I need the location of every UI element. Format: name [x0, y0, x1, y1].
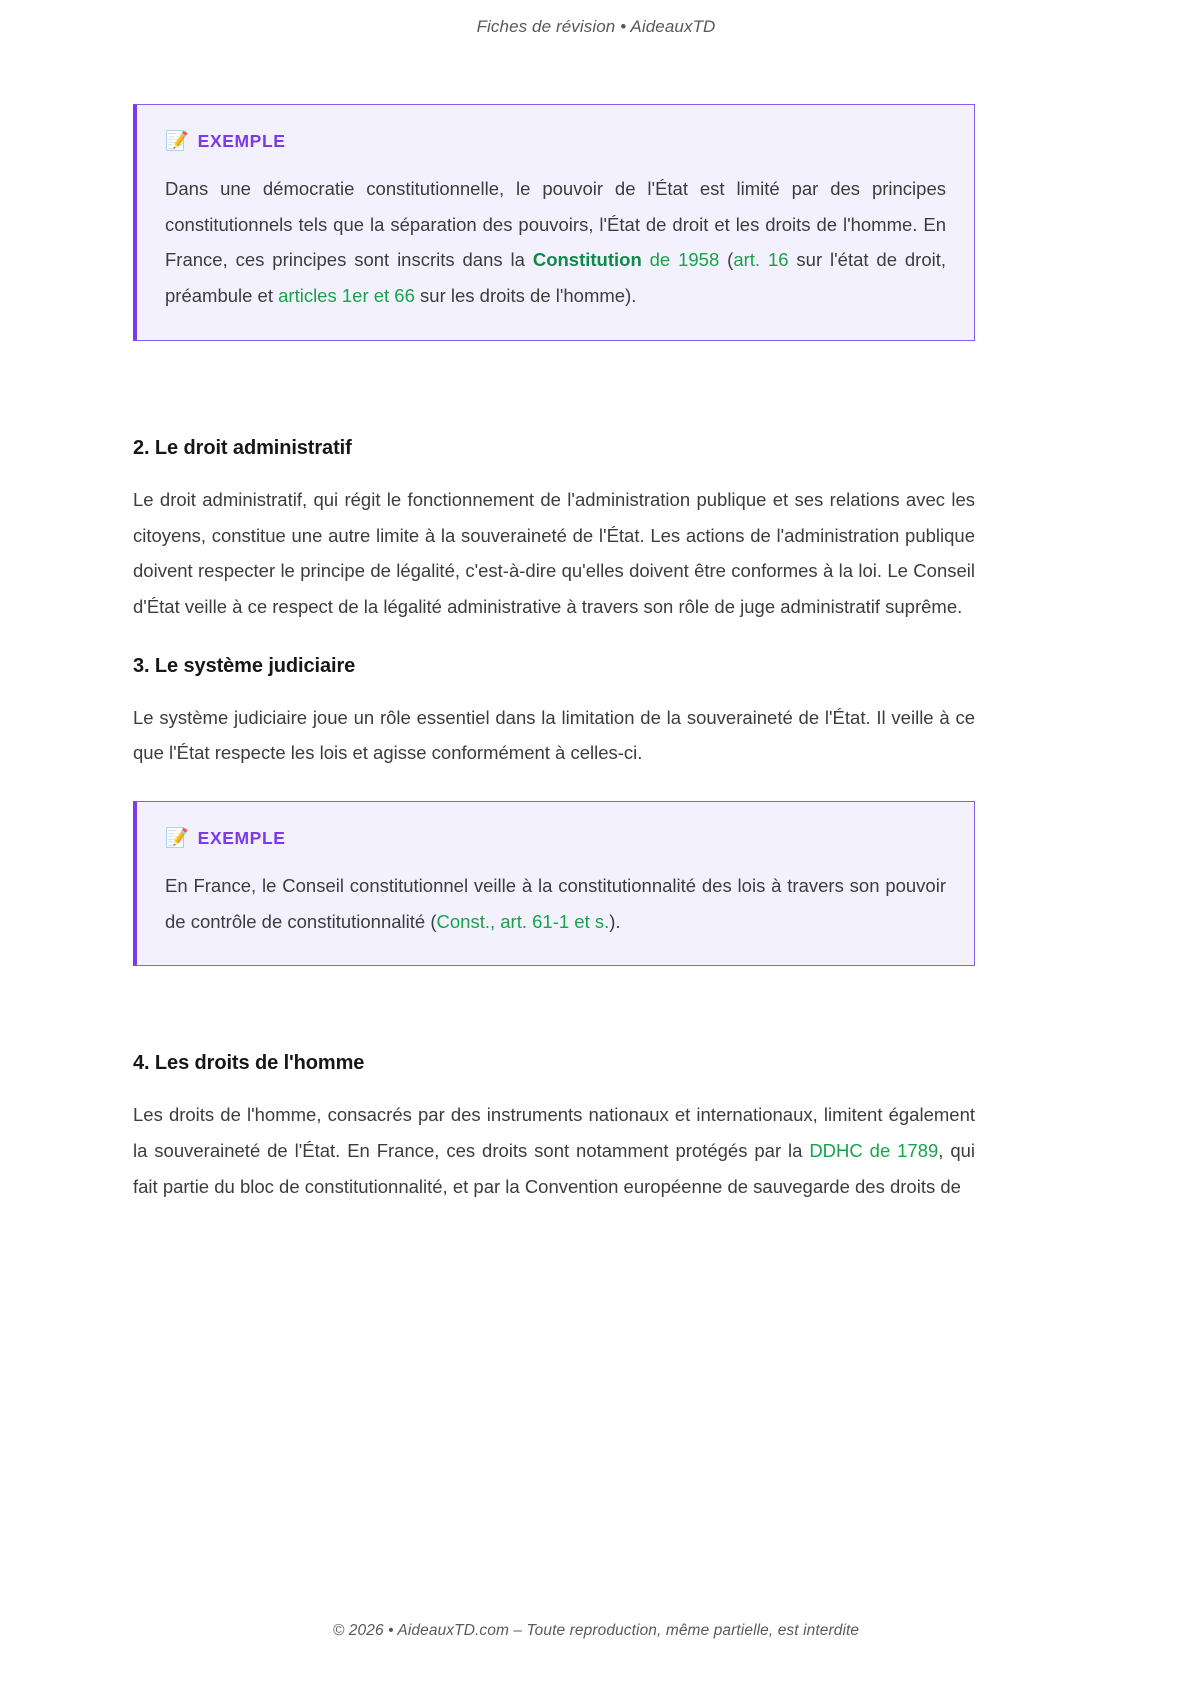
reference-article-16: art. 16: [733, 249, 789, 271]
callout-body: [165, 868, 946, 939]
memo-emoji-icon: 📝: [165, 131, 189, 152]
section-paragraph-4: [133, 1097, 975, 1204]
document-content: [133, 104, 975, 1205]
callout-example-2: [133, 801, 975, 966]
reference-ddhc-1789: DDHC de 1789: [809, 1140, 939, 1162]
reference-articles-1er-66: articles 1er et 66: [278, 285, 415, 307]
callout-text-segment: Dans une démocratie constitutionnelle, le pouvoir de l'État est limité par des principes constitutionnels tels que la séparation des pouvoirs, l'État de droit et les droits de l'homme. En France, ces principes sont inscrits dans la: [165, 178, 946, 271]
callout-label: EXEMPLE: [197, 131, 286, 151]
spacer: [133, 966, 975, 1052]
spacer: [133, 678, 975, 700]
callout-text-segment: En France, le Conseil constitutionnel veille à la constitutionnalité des lois à travers son pouvoir de contrôle de constitutionnalité (: [165, 875, 946, 932]
spacer: [133, 341, 975, 437]
reference-constitution: Constitution: [532, 249, 642, 271]
section-paragraph-2: Le droit administratif, qui régit le fonctionnement de l'administration publique et ses relations avec les citoyens, constitue une autre limite à la souveraineté de l'État. Les actions de l'administration publique doivent respecter le principe de légalité, c'est-à-dire qu'elles doivent être conformes à la loi. Le Conseil d'État veille à ce respect de la légalité administrative à travers son rôle de juge administratif suprême.: [133, 488, 975, 617]
callout-text-segment: sur les droits de l'homme).: [414, 285, 637, 307]
spacer: [133, 771, 975, 801]
section-text-segment: Les droits de l'homme, consacrés par des instruments nationaux et internationaux, limitent également la souveraineté de l'État. En France, ces droits sont notamment protégés par la: [133, 1104, 975, 1162]
running-header: Fiches de révision • AideauxTD: [476, 17, 716, 36]
spacer: [133, 1075, 975, 1097]
section-heading-2: 2. Le droit administratif: [133, 436, 352, 459]
spacer: [133, 460, 975, 482]
callout-text-segment: (: [719, 249, 734, 271]
running-footer: © 2026 • AideauxTD.com – Toute reproduction, même partielle, est interdite: [332, 1622, 860, 1639]
section-heading-4: 4. Les droits de l'homme: [133, 1052, 365, 1075]
section-paragraph-3: Le système judiciaire joue un rôle essentiel dans la limitation de la souveraineté de l'État. Il veille à ce que l'État respecte les lois et agisse conformément à celles-ci.: [133, 706, 975, 764]
section-heading-3: 3. Le système judiciaire: [133, 654, 356, 677]
reference-const-art-61-1: Const., art. 61-1 et s.: [436, 910, 610, 932]
section-text-segment: , qui fait partie du bloc de constitutionnalité, et par la Convention européenne de sauvegarde des droits de: [133, 1140, 976, 1197]
callout-body: [165, 171, 946, 314]
callout-header: [165, 131, 946, 152]
callout-text-segment: ).: [609, 910, 621, 932]
callout-text-segment: sur l'état de droit, préambule et: [165, 249, 946, 307]
callout-label: EXEMPLE: [197, 828, 286, 849]
callout-header: [165, 828, 946, 849]
callout-example-1: [133, 104, 975, 341]
reference-year: de 1958: [641, 249, 720, 271]
memo-emoji-icon: 📝: [165, 828, 189, 850]
spacer: [133, 625, 975, 655]
